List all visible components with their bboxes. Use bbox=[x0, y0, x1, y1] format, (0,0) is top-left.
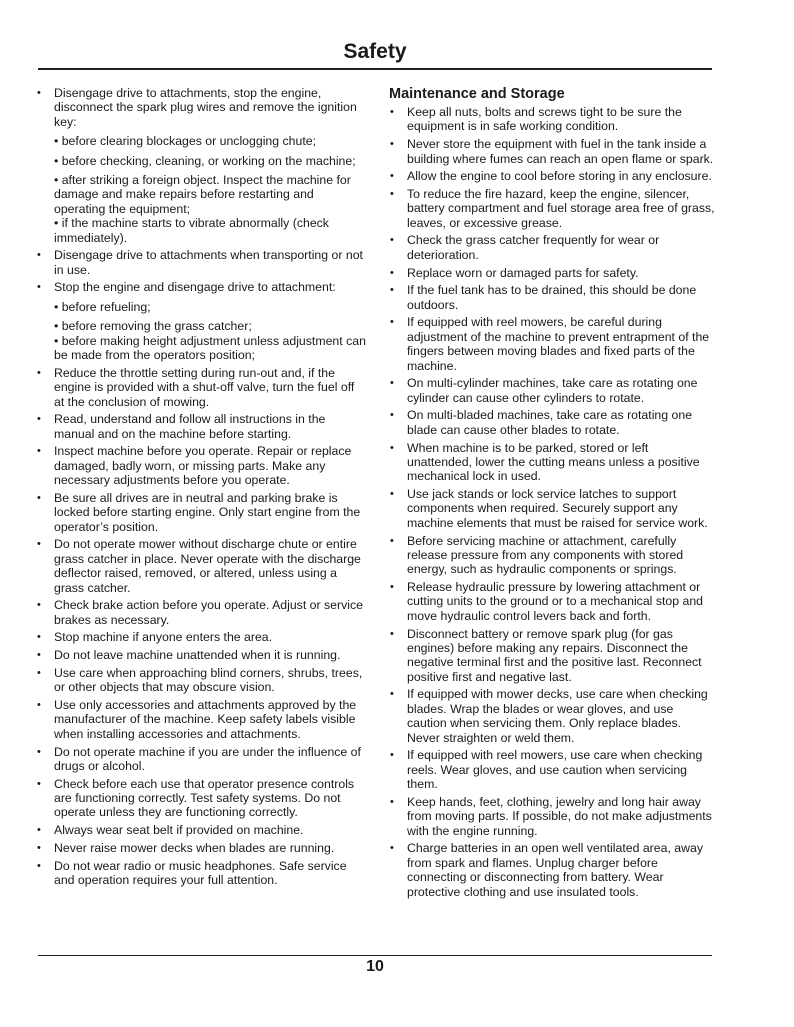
list-item-text: • Use only accessories and attachments approved by the manufacturer of the machine. Keep safety labels visible when installing accessories and attachments. bbox=[54, 698, 357, 741]
list-item: • Before servicing machine or attachment, carefully release pressure from any components with stored energy, such as hydraulic components or springs. bbox=[389, 534, 715, 577]
list-item: • Release hydraulic pressure by lowering attachment or cutting units to the ground or to a mechanical stop and move hydraulic control levers back and forth. bbox=[389, 580, 715, 623]
list-item-text: • Disengage drive to attachments when transporting or not in use. bbox=[54, 248, 363, 277]
footer-divider bbox=[38, 955, 712, 956]
list-item bbox=[36, 698, 366, 741]
list-item-text: • Stop the engine and disengage drive to attachment: bbox=[54, 280, 336, 295]
list-item bbox=[36, 598, 366, 627]
page-number: 10 bbox=[366, 958, 384, 975]
list-item-text: • Do not wear radio or music headphones. Safe service and operation requires your full attention. bbox=[54, 858, 347, 887]
list-item: • Use jack stands or lock service latches to support components when required. Securely support any machine elements that must be raised for service work. bbox=[389, 487, 715, 530]
list-item-text: • Always wear seat belt if provided on machine. bbox=[54, 823, 304, 838]
section-heading: Maintenance and Storage bbox=[389, 86, 565, 102]
sub-item: • if the machine starts to vibrate abnormally (check immediately). bbox=[54, 216, 329, 245]
list-item bbox=[36, 491, 366, 534]
list-item-text: • Do not operate mower without discharge chute or entire grass catcher in place. Never operate with the discharge deflector raised, removed, or altered, unless using a grass catcher. bbox=[54, 537, 361, 595]
list-item bbox=[36, 648, 366, 662]
list-item: • Keep hands, feet, clothing, jewelry and long hair away from moving parts. If possible, do not make adjustments with the engine running. bbox=[389, 795, 715, 838]
list-item-text: • Do not leave machine unattended when it is running. bbox=[54, 648, 341, 663]
list-item: • Charge batteries in an open well ventilated area, away from spark and flames. Unplug charger before connecting or disconnecting from battery. Wear protective clothing and use insulated tools. bbox=[389, 841, 715, 899]
list-item: • Never store the equipment with fuel in the tank inside a building where fumes can reach an open flame or spark. bbox=[389, 137, 715, 166]
list-item-text: • Be sure all drives are in neutral and parking brake is locked before starting engine. Only start engine from the operator’s position. bbox=[54, 490, 361, 534]
list-item bbox=[36, 841, 366, 855]
list-item bbox=[36, 248, 366, 277]
list-item-text: • Read, understand and follow all instructions in the manual and on the machine before starting. bbox=[54, 412, 326, 441]
list-item bbox=[36, 859, 366, 888]
list-item-text: • Stop machine if anyone enters the area. bbox=[54, 630, 273, 645]
list-item bbox=[36, 630, 366, 644]
left-column bbox=[36, 86, 366, 891]
list-item: • To reduce the fire hazard, keep the engine, silencer, battery compartment and fuel storage area free of grass, leaves, or excessive grease. bbox=[389, 187, 715, 230]
list-item: • Check the grass catcher frequently for wear or deterioration. bbox=[389, 233, 715, 262]
list-item-text: • Disengage drive to attachments, stop the engine, disconnect the spark plug wires and remove the ignition key: bbox=[54, 86, 357, 129]
sub-item: • before making height adjustment unless adjustment can be made from the operators position; bbox=[54, 333, 366, 363]
list-item: • Disconnect battery or remove spark plug (for gas engines) before making any repairs. Disconnect the negative terminal first and the positive last. Reconnect positive first and negative last. bbox=[389, 627, 715, 685]
list-item bbox=[36, 86, 366, 245]
list-item bbox=[36, 666, 366, 695]
list-item: • If equipped with reel mowers, be careful during adjustment of the machine to prevent entrapment of the fingers between moving blades and fixed parts of the machine. bbox=[389, 315, 715, 373]
list-item bbox=[36, 444, 366, 487]
sub-item: • after striking a foreign object. Inspect the machine for damage and make repairs before restarting and operating the equipment; bbox=[54, 173, 351, 216]
list-item bbox=[36, 745, 366, 774]
safety-bullet-list bbox=[36, 86, 366, 887]
list-item-text: • Check before each use that operator presence controls are functioning correctly. Test safety systems. Do not operate unless they are functioning correctly. bbox=[54, 776, 355, 820]
list-item-text: • Reduce the throttle setting during run-out and, if the engine is provided with a shut-off valve, turn the fuel off at the conclusion of mowing. bbox=[54, 365, 355, 409]
list-item bbox=[36, 280, 366, 362]
list-item bbox=[36, 823, 366, 837]
list-item bbox=[36, 777, 366, 820]
sub-item: • before checking, cleaning, or working on the machine; bbox=[54, 153, 356, 168]
list-item bbox=[36, 537, 366, 595]
right-column bbox=[389, 86, 715, 902]
page-title: Safety bbox=[343, 40, 407, 63]
sub-item: • before clearing blockages or unclogging chute; bbox=[54, 134, 317, 149]
list-item bbox=[36, 412, 366, 441]
list-item: • Allow the engine to cool before storing in any enclosure. bbox=[389, 169, 715, 183]
list-item-text: • Never raise mower decks when blades are running. bbox=[54, 840, 335, 855]
list-item: • If the fuel tank has to be drained, this should be done outdoors. bbox=[389, 283, 715, 312]
header-divider bbox=[38, 68, 712, 70]
list-item: • If equipped with mower decks, use care when checking blades. Wrap the blades or wear gloves, and use caution when servicing them. Only replace blades. Never straighten or weld them. bbox=[389, 687, 715, 745]
list-item: • Keep all nuts, bolts and screws tight to be sure the equipment is in safe working condition. bbox=[389, 105, 715, 134]
list-item: • On multi-cylinder machines, take care as rotating one cylinder can cause other cylinders to rotate. bbox=[389, 376, 715, 405]
list-item-text: • Use care when approaching blind corners, shrubs, trees, or other objects that may obscure vision. bbox=[54, 665, 363, 695]
list-item: • On multi-bladed machines, take care as rotating one blade can cause other blades to rotate. bbox=[389, 408, 715, 437]
maintenance-bullet-list bbox=[389, 105, 715, 899]
sub-item: • before refueling; bbox=[54, 299, 151, 314]
sub-item: • before removing the grass catcher; bbox=[54, 319, 252, 334]
list-item: • Replace worn or damaged parts for safety. bbox=[389, 266, 715, 280]
list-item bbox=[36, 366, 366, 409]
list-item: • If equipped with reel mowers, use care when checking reels. Wear gloves, and use caution when servicing them. bbox=[389, 748, 715, 791]
list-item: • When machine is to be parked, stored or left unattended, lower the cutting means unless a positive mechanical lock in used. bbox=[389, 441, 715, 484]
list-item-text: • Inspect machine before you operate. Repair or replace damaged, badly worn, or missing parts. Make any necessary adjustments before you operate. bbox=[54, 444, 352, 488]
list-item-text: • Do not operate machine if you are under the influence of drugs or alcohol. bbox=[54, 744, 361, 773]
list-item-text: • Check brake action before you operate. Adjust or service brakes as necessary. bbox=[54, 598, 363, 627]
